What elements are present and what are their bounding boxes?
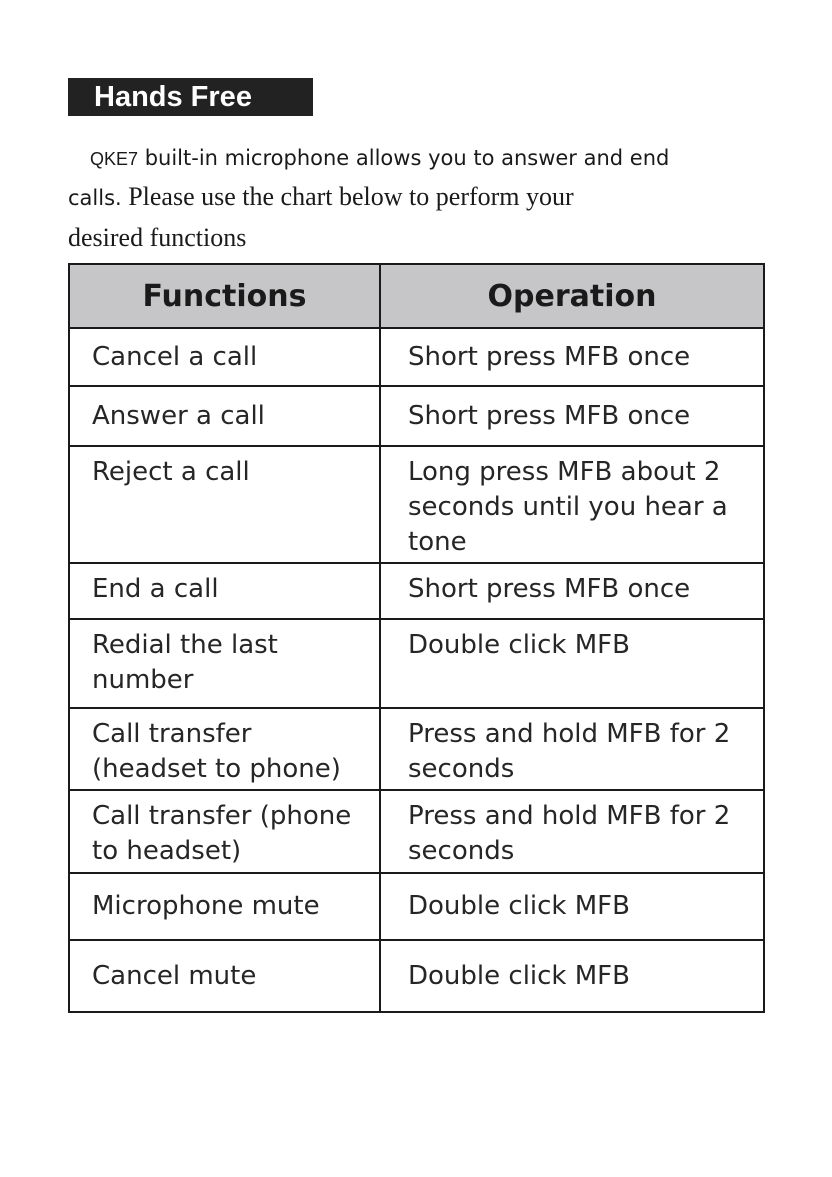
function-cell: Call transfer (headset to phone) bbox=[69, 708, 380, 790]
intro-line-1-text: built-in microphone allows you to answer and end bbox=[138, 146, 670, 170]
intro-line-2 bbox=[68, 177, 768, 218]
table-row bbox=[69, 386, 764, 446]
table-row bbox=[69, 790, 764, 873]
functions-table bbox=[68, 263, 765, 1013]
operation-cell: Double click MFB bbox=[380, 940, 764, 1012]
operation-cell: Short press MFB once bbox=[380, 328, 764, 386]
intro-paragraph bbox=[68, 140, 768, 258]
intro-calls-word: calls. bbox=[68, 186, 122, 210]
table-header-row bbox=[69, 264, 764, 328]
intro-line-3: desired functions bbox=[68, 223, 247, 252]
functions-column-header: Functions bbox=[69, 264, 380, 328]
operation-cell: Long press MFB about 2 seconds until you hear a tone bbox=[380, 446, 764, 563]
function-cell: End a call bbox=[69, 563, 380, 619]
section-title: Hands Free bbox=[68, 78, 313, 116]
operation-cell: Short press MFB once bbox=[380, 563, 764, 619]
operation-column-header: Operation bbox=[380, 264, 764, 328]
function-cell: Redial the last number bbox=[69, 619, 380, 708]
table-row bbox=[69, 446, 764, 563]
function-cell: Microphone mute bbox=[69, 873, 380, 940]
intro-line-2-text: Please use the chart below to perform your bbox=[121, 182, 574, 211]
table-row bbox=[69, 563, 764, 619]
table-row bbox=[69, 873, 764, 940]
operation-cell: Press and hold MFB for 2 seconds bbox=[380, 708, 764, 790]
function-cell: Call transfer (phone to headset) bbox=[69, 790, 380, 873]
operation-cell: Double click MFB bbox=[380, 619, 764, 708]
table-row bbox=[69, 708, 764, 790]
operation-cell: Short press MFB once bbox=[380, 386, 764, 446]
table-row bbox=[69, 619, 764, 708]
operation-cell: Press and hold MFB for 2 seconds bbox=[380, 790, 764, 873]
function-cell: Cancel a call bbox=[69, 328, 380, 386]
table-row bbox=[69, 328, 764, 386]
function-cell: Reject a call bbox=[69, 446, 380, 563]
function-cell: Answer a call bbox=[69, 386, 380, 446]
intro-line-1 bbox=[68, 140, 768, 177]
model-name: QKE7 bbox=[90, 149, 139, 169]
function-cell: Cancel mute bbox=[69, 940, 380, 1012]
operation-cell: Double click MFB bbox=[380, 873, 764, 940]
table-row bbox=[69, 940, 764, 1012]
